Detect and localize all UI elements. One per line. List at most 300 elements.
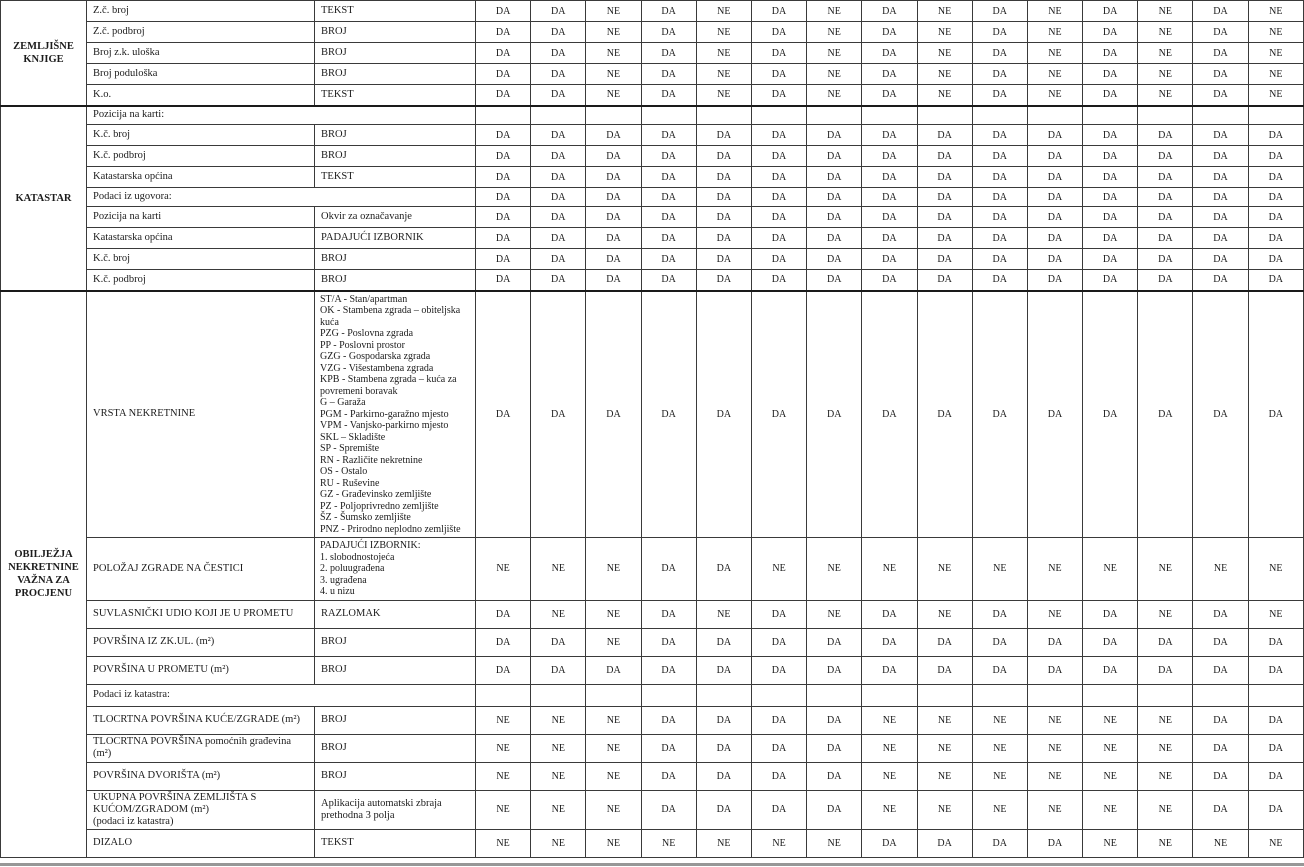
availability-cell: DA <box>917 829 972 857</box>
field-type-line: GZG - Gospodarska zgrada <box>320 351 431 362</box>
field-type-cell <box>315 167 476 188</box>
availability-cell: DA <box>807 656 862 684</box>
availability-cell: NE <box>807 600 862 628</box>
field-type-line: PNZ - Prirodno neplodno zemljište <box>320 523 461 535</box>
field-name-line: K.č. broj <box>93 253 131 264</box>
availability-cell: NE <box>1248 538 1303 601</box>
availability-cell: DA <box>531 1 586 22</box>
availability-cell: NE <box>917 22 972 43</box>
availability-cell: DA <box>1027 829 1082 857</box>
availability-cell: DA <box>1138 188 1193 207</box>
availability-cell <box>917 106 972 125</box>
availability-cell: DA <box>476 188 531 207</box>
field-type-cell <box>315 146 476 167</box>
availability-cell: NE <box>807 22 862 43</box>
field-type-cell <box>315 270 476 291</box>
availability-cell <box>696 684 751 706</box>
availability-cell: DA <box>1193 270 1248 291</box>
availability-cell: DA <box>1083 291 1138 538</box>
availability-cell: DA <box>1083 64 1138 85</box>
availability-cell: DA <box>751 64 806 85</box>
field-row <box>1 762 1304 790</box>
availability-cell <box>1193 684 1248 706</box>
availability-cell: NE <box>1248 64 1303 85</box>
availability-cell: DA <box>1083 167 1138 188</box>
availability-cell: DA <box>476 1 531 22</box>
section-label: OBILJEŽJA NEKRETNINE VAŽNA ZA PROCJENU <box>1 291 87 858</box>
availability-cell: DA <box>641 125 696 146</box>
availability-cell: NE <box>476 762 531 790</box>
field-type-cell <box>315 734 476 762</box>
availability-cell: DA <box>862 188 917 207</box>
availability-cell: DA <box>1083 125 1138 146</box>
availability-cell: DA <box>862 207 917 228</box>
availability-cell <box>1083 106 1138 125</box>
availability-cell: NE <box>972 790 1027 829</box>
availability-cell: DA <box>1193 706 1248 734</box>
availability-cell: DA <box>1027 291 1082 538</box>
availability-cell: NE <box>531 734 586 762</box>
field-name-line: K.č. broj <box>93 129 131 140</box>
availability-cell: DA <box>1193 762 1248 790</box>
availability-cell: DA <box>531 125 586 146</box>
availability-cell: DA <box>972 228 1027 249</box>
availability-cell <box>972 106 1027 125</box>
availability-cell: NE <box>696 22 751 43</box>
availability-cell: NE <box>1027 22 1082 43</box>
availability-cell: NE <box>862 734 917 762</box>
availability-cell: DA <box>1083 656 1138 684</box>
availability-cell: DA <box>586 249 641 270</box>
availability-cell: NE <box>1027 600 1082 628</box>
availability-cell: NE <box>696 1 751 22</box>
availability-cell <box>917 684 972 706</box>
field-type-line: BROJ <box>321 742 347 753</box>
field-type-cell <box>315 656 476 684</box>
availability-cell: NE <box>476 829 531 857</box>
availability-cell: DA <box>1193 628 1248 656</box>
field-row <box>1 228 1304 249</box>
availability-cell: DA <box>1193 125 1248 146</box>
availability-cell: DA <box>531 167 586 188</box>
availability-cell: DA <box>641 249 696 270</box>
field-row <box>1 207 1304 228</box>
field-type-cell <box>315 125 476 146</box>
field-row <box>1 249 1304 270</box>
field-name-cell <box>87 64 315 85</box>
availability-cell: NE <box>972 706 1027 734</box>
field-name-line: POVRŠINA DVORIŠTA (m²) <box>93 770 221 781</box>
availability-cell: DA <box>1248 762 1303 790</box>
availability-cell: DA <box>862 85 917 106</box>
availability-cell: DA <box>531 270 586 291</box>
field-type-line: GZ - Građevinsko zemljište <box>320 489 432 500</box>
field-type-line: SKL – Skladište <box>320 431 386 443</box>
availability-cell: DA <box>1138 146 1193 167</box>
availability-cell <box>1138 684 1193 706</box>
field-row <box>1 125 1304 146</box>
field-type-line: Aplikacija automatski zbraja prethodna 3 polja <box>321 797 442 821</box>
field-name-line: DIZALO <box>93 837 133 848</box>
availability-cell: DA <box>1027 207 1082 228</box>
availability-cell: DA <box>917 188 972 207</box>
availability-cell: DA <box>696 146 751 167</box>
availability-cell: NE <box>1083 734 1138 762</box>
availability-cell <box>531 106 586 125</box>
availability-cell: DA <box>1193 43 1248 64</box>
availability-cell <box>1083 684 1138 706</box>
availability-cell: DA <box>1138 656 1193 684</box>
availability-cell: DA <box>751 125 806 146</box>
availability-cell: DA <box>972 270 1027 291</box>
availability-cell: DA <box>641 706 696 734</box>
availability-cell: DA <box>586 167 641 188</box>
availability-cell: DA <box>807 125 862 146</box>
section-label: ZEMLJIŠNE KNJIGE <box>1 1 87 106</box>
availability-cell: DA <box>1027 249 1082 270</box>
availability-cell: DA <box>751 600 806 628</box>
field-row <box>1 270 1304 291</box>
availability-cell: DA <box>751 270 806 291</box>
availability-cell: DA <box>641 207 696 228</box>
availability-cell: DA <box>696 291 751 538</box>
availability-cell: DA <box>641 188 696 207</box>
availability-cell: NE <box>917 1 972 22</box>
availability-cell: DA <box>1193 85 1248 106</box>
availability-cell: DA <box>751 167 806 188</box>
availability-cell: NE <box>1083 790 1138 829</box>
field-type-line: Okvir za označavanje <box>321 211 412 222</box>
availability-cell: DA <box>531 249 586 270</box>
field-type-line: BROJ <box>321 26 347 37</box>
availability-cell: DA <box>696 207 751 228</box>
availability-cell: DA <box>972 125 1027 146</box>
availability-cell: NE <box>696 829 751 857</box>
field-row <box>1 628 1304 656</box>
availability-cell: NE <box>586 22 641 43</box>
field-name-cell <box>87 125 315 146</box>
field-name-cell <box>87 538 315 601</box>
availability-cell: DA <box>972 656 1027 684</box>
field-name-cell <box>87 600 315 628</box>
availability-cell: DA <box>1248 249 1303 270</box>
availability-cell: DA <box>1248 228 1303 249</box>
availability-cell: NE <box>807 1 862 22</box>
field-type-cell <box>315 600 476 628</box>
availability-cell <box>1248 684 1303 706</box>
availability-cell: DA <box>1027 125 1082 146</box>
section-label: KATASTAR <box>1 106 87 291</box>
availability-cell: DA <box>531 628 586 656</box>
field-type-line: PADAJUĆI IZBORNIK: <box>320 540 421 551</box>
field-name-line: SUVLASNIČKI UDIO KOJI JE U PROMETU <box>93 608 294 619</box>
field-type-cell <box>315 829 476 857</box>
availability-cell: NE <box>862 706 917 734</box>
availability-cell <box>751 684 806 706</box>
field-type-line: TEKST <box>321 88 354 100</box>
availability-cell: NE <box>476 734 531 762</box>
availability-cell <box>586 106 641 125</box>
availability-cell: DA <box>807 790 862 829</box>
availability-cell: DA <box>917 228 972 249</box>
field-name-cell <box>87 228 315 249</box>
field-name-line: K.č. podbroj <box>93 273 146 285</box>
availability-cell: DA <box>1138 207 1193 228</box>
availability-cell: DA <box>917 146 972 167</box>
availability-cell: NE <box>531 829 586 857</box>
availability-cell: NE <box>1083 538 1138 601</box>
availability-cell: DA <box>972 146 1027 167</box>
availability-cell: DA <box>641 600 696 628</box>
availability-cell: DA <box>531 207 586 228</box>
availability-cell: DA <box>641 85 696 106</box>
field-type-cell <box>315 538 476 601</box>
availability-cell: DA <box>751 1 806 22</box>
availability-cell: DA <box>1248 656 1303 684</box>
field-type-line: PZG - Poslovna zgrada <box>320 328 414 339</box>
field-name-cell <box>87 291 315 538</box>
availability-cell: DA <box>862 600 917 628</box>
availability-cell: NE <box>531 706 586 734</box>
availability-cell: DA <box>476 64 531 85</box>
field-type-line: BROJ <box>321 714 347 725</box>
field-type-line: VPM - Vanjsko-parkirno mjesto <box>320 420 449 431</box>
field-row <box>1 85 1304 106</box>
availability-cell: NE <box>531 762 586 790</box>
availability-cell: DA <box>1248 628 1303 656</box>
field-row <box>1 1 1304 22</box>
availability-cell: NE <box>586 85 641 106</box>
field-type-line: TEKST <box>321 5 354 16</box>
field-row <box>1 22 1304 43</box>
availability-cell: DA <box>531 22 586 43</box>
availability-cell: DA <box>696 762 751 790</box>
availability-cell: NE <box>862 538 917 601</box>
availability-cell: DA <box>1248 146 1303 167</box>
availability-cell: DA <box>641 146 696 167</box>
field-type-line: BROJ <box>321 253 347 264</box>
availability-cell: DA <box>1193 249 1248 270</box>
availability-cell: NE <box>862 790 917 829</box>
availability-cell: DA <box>862 228 917 249</box>
field-type-line: KPB - Stambena zgrada – kuća za povremeni boravak <box>320 374 457 397</box>
group-heading-row <box>1 684 1304 706</box>
availability-cell: DA <box>641 43 696 64</box>
availability-cell: DA <box>1138 125 1193 146</box>
availability-cell: NE <box>1027 706 1082 734</box>
availability-cell <box>641 684 696 706</box>
availability-cell: DA <box>641 167 696 188</box>
availability-cell <box>1027 106 1082 125</box>
field-type-line: SP - Spremište <box>320 443 380 454</box>
field-type-cell <box>315 762 476 790</box>
availability-cell: DA <box>807 628 862 656</box>
field-name-cell <box>87 207 315 228</box>
availability-cell: NE <box>807 829 862 857</box>
availability-cell: DA <box>531 64 586 85</box>
availability-cell: DA <box>1083 1 1138 22</box>
field-type-line: RN - Različite nekretnine <box>320 454 423 466</box>
availability-cell: DA <box>531 656 586 684</box>
availability-cell: NE <box>1083 829 1138 857</box>
availability-cell: NE <box>1027 538 1082 601</box>
availability-cell: NE <box>1138 43 1193 64</box>
availability-cell: DA <box>696 734 751 762</box>
availability-cell: NE <box>1138 1 1193 22</box>
availability-cell: DA <box>862 146 917 167</box>
availability-cell: DA <box>1193 22 1248 43</box>
availability-cell: DA <box>751 734 806 762</box>
availability-cell: DA <box>476 43 531 64</box>
field-name-cell <box>87 249 315 270</box>
availability-cell: DA <box>1193 600 1248 628</box>
field-name-cell <box>87 146 315 167</box>
availability-cell: NE <box>917 85 972 106</box>
availability-cell: DA <box>1138 291 1193 538</box>
availability-cell: DA <box>696 790 751 829</box>
availability-cell: NE <box>1138 22 1193 43</box>
availability-cell: DA <box>641 656 696 684</box>
availability-cell: NE <box>696 43 751 64</box>
availability-cell: DA <box>972 85 1027 106</box>
availability-cell: DA <box>476 249 531 270</box>
availability-cell: NE <box>641 829 696 857</box>
availability-cell: DA <box>751 790 806 829</box>
availability-cell: NE <box>1083 762 1138 790</box>
availability-cell: DA <box>1027 270 1082 291</box>
availability-cell: NE <box>1027 762 1082 790</box>
field-type-line: OK - Stambena zgrada – obiteljska kuća <box>320 305 461 328</box>
availability-cell: NE <box>586 600 641 628</box>
availability-cell: DA <box>641 22 696 43</box>
field-name-line: Pozicija na karti <box>93 211 162 222</box>
availability-cell: DA <box>476 85 531 106</box>
availability-cell: DA <box>476 600 531 628</box>
availability-cell: NE <box>972 538 1027 601</box>
availability-cell: DA <box>972 249 1027 270</box>
availability-cell: DA <box>751 22 806 43</box>
availability-cell: DA <box>696 167 751 188</box>
field-type-line: BROJ <box>321 68 347 79</box>
availability-cell: DA <box>1193 207 1248 228</box>
field-row <box>1 43 1304 64</box>
availability-cell: DA <box>917 167 972 188</box>
field-row <box>1 600 1304 628</box>
field-type-cell <box>315 43 476 64</box>
availability-cell: DA <box>751 188 806 207</box>
field-type-line: BROJ <box>321 150 347 161</box>
availability-cell: DA <box>696 270 751 291</box>
field-name-cell <box>87 656 315 684</box>
availability-cell: NE <box>972 762 1027 790</box>
availability-cell: NE <box>586 734 641 762</box>
availability-cell: DA <box>972 628 1027 656</box>
availability-cell: DA <box>972 600 1027 628</box>
field-type-line: PZ - Poljoprivredno zemljište <box>320 500 439 512</box>
availability-cell <box>807 684 862 706</box>
availability-cell: DA <box>476 270 531 291</box>
availability-cell: DA <box>807 734 862 762</box>
availability-cell: DA <box>917 207 972 228</box>
availability-cell: DA <box>917 249 972 270</box>
field-name-line: POVRŠINA IZ ZK.UL. (m²) <box>93 636 215 647</box>
availability-cell: DA <box>862 64 917 85</box>
availability-cell: DA <box>586 656 641 684</box>
availability-cell: NE <box>1138 790 1193 829</box>
field-row <box>1 790 1304 829</box>
availability-cell <box>476 106 531 125</box>
availability-cell: NE <box>1027 43 1082 64</box>
availability-cell: NE <box>917 43 972 64</box>
availability-cell: DA <box>751 291 806 538</box>
availability-cell: NE <box>1193 538 1248 601</box>
field-name-cell <box>87 270 315 291</box>
availability-cell: NE <box>917 790 972 829</box>
availability-cell: DA <box>862 22 917 43</box>
field-name-line: POLOŽAJ ZGRADE NA ČESTICI <box>93 562 244 574</box>
availability-cell: DA <box>476 656 531 684</box>
availability-cell: DA <box>862 1 917 22</box>
availability-cell: DA <box>1193 146 1248 167</box>
availability-cell: DA <box>476 291 531 538</box>
field-type-line: 4. u nizu <box>320 586 355 597</box>
field-type-cell <box>315 291 476 538</box>
availability-cell: DA <box>476 22 531 43</box>
availability-cell: DA <box>862 43 917 64</box>
availability-cell: NE <box>1248 43 1303 64</box>
availability-cell: DA <box>972 167 1027 188</box>
availability-cell: DA <box>1138 270 1193 291</box>
field-row <box>1 706 1304 734</box>
availability-cell: NE <box>807 43 862 64</box>
field-type-cell <box>315 64 476 85</box>
field-name-line: VRSTA NEKRETNINE <box>93 408 196 420</box>
field-type-cell <box>315 1 476 22</box>
availability-cell: DA <box>1193 228 1248 249</box>
field-type-line: TEKST <box>321 171 354 182</box>
availability-cell: DA <box>696 249 751 270</box>
field-name-cell <box>87 43 315 64</box>
availability-cell: DA <box>476 146 531 167</box>
availability-cell: NE <box>696 64 751 85</box>
availability-cell: DA <box>1027 656 1082 684</box>
field-type-cell <box>315 207 476 228</box>
availability-cell: DA <box>972 829 1027 857</box>
availability-cell: DA <box>1138 228 1193 249</box>
field-type-line: 2. poluugrađena <box>320 563 385 574</box>
availability-cell: DA <box>476 125 531 146</box>
availability-cell: DA <box>917 270 972 291</box>
availability-cell: DA <box>917 628 972 656</box>
availability-cell: DA <box>696 538 751 601</box>
field-type-line: TEKST <box>321 837 354 848</box>
availability-cell: NE <box>696 600 751 628</box>
field-name-cell <box>87 1 315 22</box>
availability-cell: DA <box>1193 790 1248 829</box>
availability-cell: DA <box>807 146 862 167</box>
availability-cell: NE <box>1248 1 1303 22</box>
group-heading-row <box>1 106 1304 125</box>
field-name-line: Z.č. broj <box>93 5 129 16</box>
availability-cell: DA <box>1248 790 1303 829</box>
availability-cell: DA <box>1193 188 1248 207</box>
availability-cell: NE <box>972 734 1027 762</box>
field-row <box>1 146 1304 167</box>
field-row <box>1 64 1304 85</box>
availability-cell: DA <box>641 270 696 291</box>
availability-cell <box>476 684 531 706</box>
availability-cell: NE <box>807 64 862 85</box>
